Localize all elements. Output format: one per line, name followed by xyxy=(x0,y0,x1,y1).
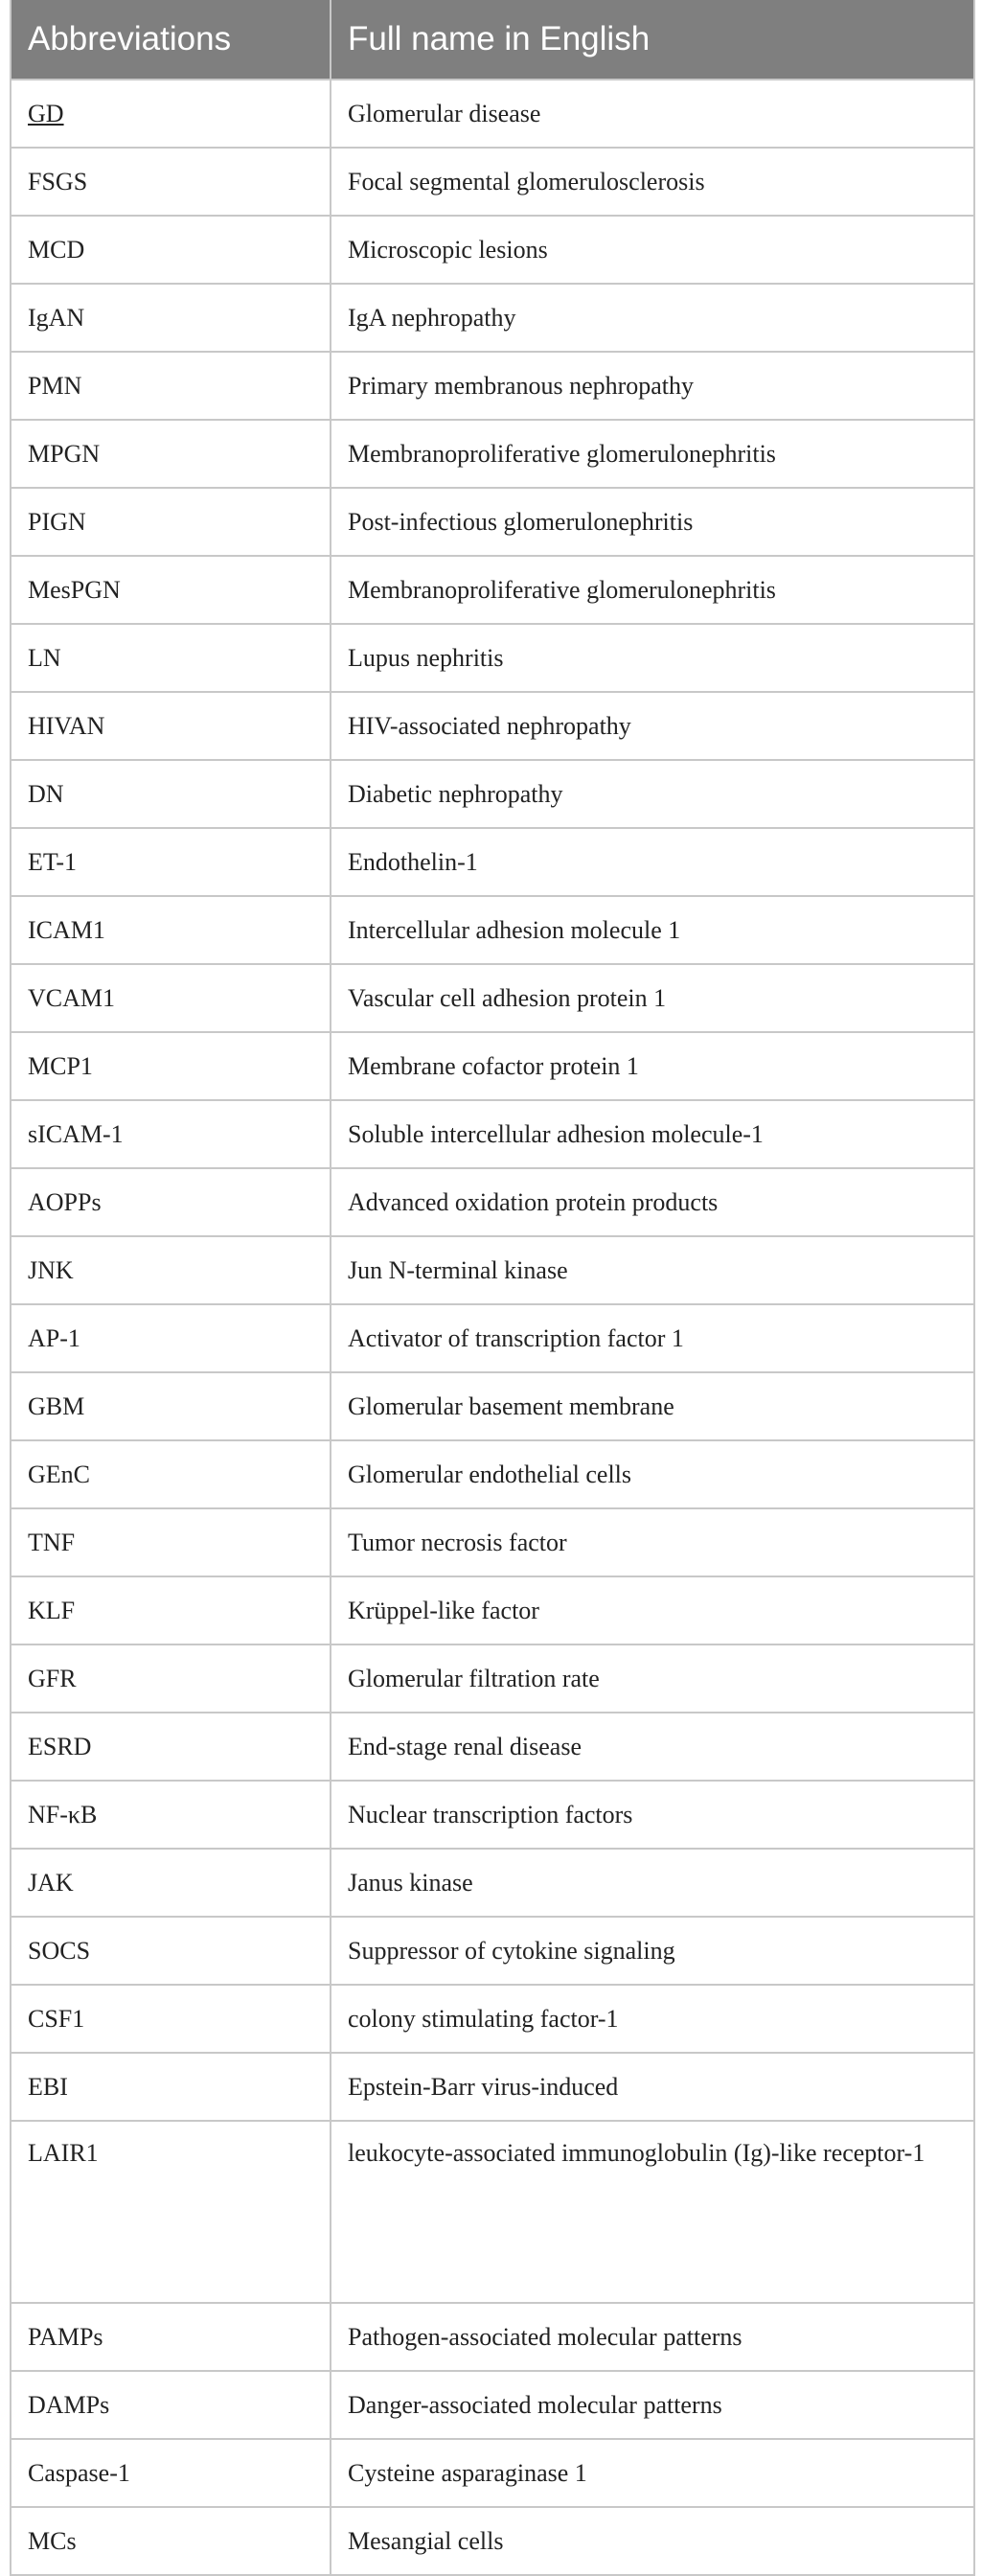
abbreviation-cell: DN xyxy=(11,760,331,828)
abbreviation-cell: EBI xyxy=(11,2053,331,2121)
table-row xyxy=(11,1100,974,1168)
table-row xyxy=(11,2303,974,2371)
table-row xyxy=(11,896,974,964)
full-name-cell: Tumor necrosis factor xyxy=(331,1508,974,1576)
abbreviation-cell: MesPGN xyxy=(11,556,331,624)
abbreviation-cell: sICAM-1 xyxy=(11,1100,331,1168)
full-name-cell: Glomerular endothelial cells xyxy=(331,1440,974,1508)
full-name-cell: IgA nephropathy xyxy=(331,284,974,352)
abbreviation-cell: SOCS xyxy=(11,1917,331,1985)
full-name-cell: Advanced oxidation protein products xyxy=(331,1168,974,1236)
full-name-cell: Vascular cell adhesion protein 1 xyxy=(331,964,974,1032)
full-name-cell: Krüppel-like factor xyxy=(331,1576,974,1644)
table-row xyxy=(11,1917,974,1985)
table-row xyxy=(11,624,974,692)
table-row xyxy=(11,1168,974,1236)
abbreviations-table xyxy=(10,0,975,2576)
full-name-cell: Mesangial cells xyxy=(331,2507,974,2575)
table-row xyxy=(11,420,974,488)
abbreviation-cell: HIVAN xyxy=(11,692,331,760)
abbreviation-cell: MCD xyxy=(11,216,331,284)
table-row xyxy=(11,2053,974,2121)
table-row xyxy=(11,1508,974,1576)
abbreviation-cell: NF-κB xyxy=(11,1781,331,1849)
full-name-cell: Primary membranous nephropathy xyxy=(331,352,974,420)
abbreviation-cell: JNK xyxy=(11,1236,331,1304)
table-row xyxy=(11,2121,974,2303)
abbreviation-cell: CSF1 xyxy=(11,1985,331,2053)
full-name-cell: Suppressor of cytokine signaling xyxy=(331,1917,974,1985)
table-header xyxy=(11,0,974,80)
full-name-cell: Glomerular disease xyxy=(331,80,974,148)
abbreviation-cell: VCAM1 xyxy=(11,964,331,1032)
table-row xyxy=(11,148,974,216)
abbreviation-cell xyxy=(11,80,331,148)
table-body xyxy=(11,80,974,2575)
abbreviation-cell: ICAM1 xyxy=(11,896,331,964)
table-row xyxy=(11,80,974,148)
full-name-cell: Focal segmental glomerulosclerosis xyxy=(331,148,974,216)
table-row xyxy=(11,1985,974,2053)
full-name-cell: Membranoproliferative glomerulonephritis xyxy=(331,556,974,624)
table-row xyxy=(11,692,974,760)
abbreviation-cell: FSGS xyxy=(11,148,331,216)
full-name-cell: Nuclear transcription factors xyxy=(331,1781,974,1849)
table-row xyxy=(11,828,974,896)
abbreviation-link[interactable]: GD xyxy=(28,99,64,127)
abbreviation-cell: GEnC xyxy=(11,1440,331,1508)
full-name-cell: HIV-associated nephropathy xyxy=(331,692,974,760)
table-row xyxy=(11,352,974,420)
abbreviation-cell: ESRD xyxy=(11,1713,331,1781)
abbreviation-cell: ET-1 xyxy=(11,828,331,896)
table-row xyxy=(11,2371,974,2439)
abbreviation-cell: PMN xyxy=(11,352,331,420)
full-name-cell: Intercellular adhesion molecule 1 xyxy=(331,896,974,964)
table-row xyxy=(11,1236,974,1304)
table-row xyxy=(11,556,974,624)
abbreviation-cell: AOPPs xyxy=(11,1168,331,1236)
full-name-cell: Membranoproliferative glomerulonephritis xyxy=(331,420,974,488)
full-name-cell: End-stage renal disease xyxy=(331,1713,974,1781)
table-row xyxy=(11,216,974,284)
header-abbreviations: Abbreviations xyxy=(11,0,331,80)
table-row xyxy=(11,1576,974,1644)
full-name-cell: Danger-associated molecular patterns xyxy=(331,2371,974,2439)
table-row xyxy=(11,1032,974,1100)
full-name-cell: Activator of transcription factor 1 xyxy=(331,1304,974,1372)
abbreviation-cell: IgAN xyxy=(11,284,331,352)
table-row xyxy=(11,1644,974,1713)
table-row xyxy=(11,1781,974,1849)
full-name-cell: Membrane cofactor protein 1 xyxy=(331,1032,974,1100)
full-name-cell: Jun N-terminal kinase xyxy=(331,1236,974,1304)
full-name-cell: Microscopic lesions xyxy=(331,216,974,284)
table-row xyxy=(11,1304,974,1372)
table-row xyxy=(11,2507,974,2575)
abbreviation-cell: PAMPs xyxy=(11,2303,331,2371)
full-name-cell: Lupus nephritis xyxy=(331,624,974,692)
abbreviation-cell: JAK xyxy=(11,1849,331,1917)
abbreviation-cell: LN xyxy=(11,624,331,692)
abbreviation-cell: GBM xyxy=(11,1372,331,1440)
abbreviation-cell: DAMPs xyxy=(11,2371,331,2439)
abbreviation-cell: TNF xyxy=(11,1508,331,1576)
abbreviation-cell: GFR xyxy=(11,1644,331,1713)
abbreviation-cell: LAIR1 xyxy=(11,2121,331,2303)
abbreviation-cell: Caspase-1 xyxy=(11,2439,331,2507)
table-row xyxy=(11,284,974,352)
full-name-cell: Glomerular filtration rate xyxy=(331,1644,974,1713)
full-name-cell: Pathogen-associated molecular patterns xyxy=(331,2303,974,2371)
table-row xyxy=(11,1713,974,1781)
header-full-name: Full name in English xyxy=(331,0,974,80)
full-name-cell: Post-infectious glomerulonephritis xyxy=(331,488,974,556)
abbreviation-cell: PIGN xyxy=(11,488,331,556)
full-name-cell: Diabetic nephropathy xyxy=(331,760,974,828)
abbreviation-cell: KLF xyxy=(11,1576,331,1644)
full-name-cell: Endothelin-1 xyxy=(331,828,974,896)
table-row xyxy=(11,760,974,828)
table-row xyxy=(11,964,974,1032)
full-name-cell: colony stimulating factor-1 xyxy=(331,1985,974,2053)
full-name-cell: Cysteine asparaginase 1 xyxy=(331,2439,974,2507)
abbreviation-cell: AP-1 xyxy=(11,1304,331,1372)
table-row xyxy=(11,1372,974,1440)
abbreviation-cell: MCs xyxy=(11,2507,331,2575)
abbreviation-cell: MPGN xyxy=(11,420,331,488)
full-name-cell: Soluble intercellular adhesion molecule-1 xyxy=(331,1100,974,1168)
full-name-cell: Glomerular basement membrane xyxy=(331,1372,974,1440)
full-name-cell: Janus kinase xyxy=(331,1849,974,1917)
table-row xyxy=(11,1849,974,1917)
table-row xyxy=(11,1440,974,1508)
full-name-cell: leukocyte-associated immunoglobulin (Ig)-like receptor-1 xyxy=(331,2121,974,2303)
header-row xyxy=(11,0,974,80)
full-name-cell: Epstein-Barr virus-induced xyxy=(331,2053,974,2121)
abbreviation-cell: MCP1 xyxy=(11,1032,331,1100)
table-row xyxy=(11,488,974,556)
